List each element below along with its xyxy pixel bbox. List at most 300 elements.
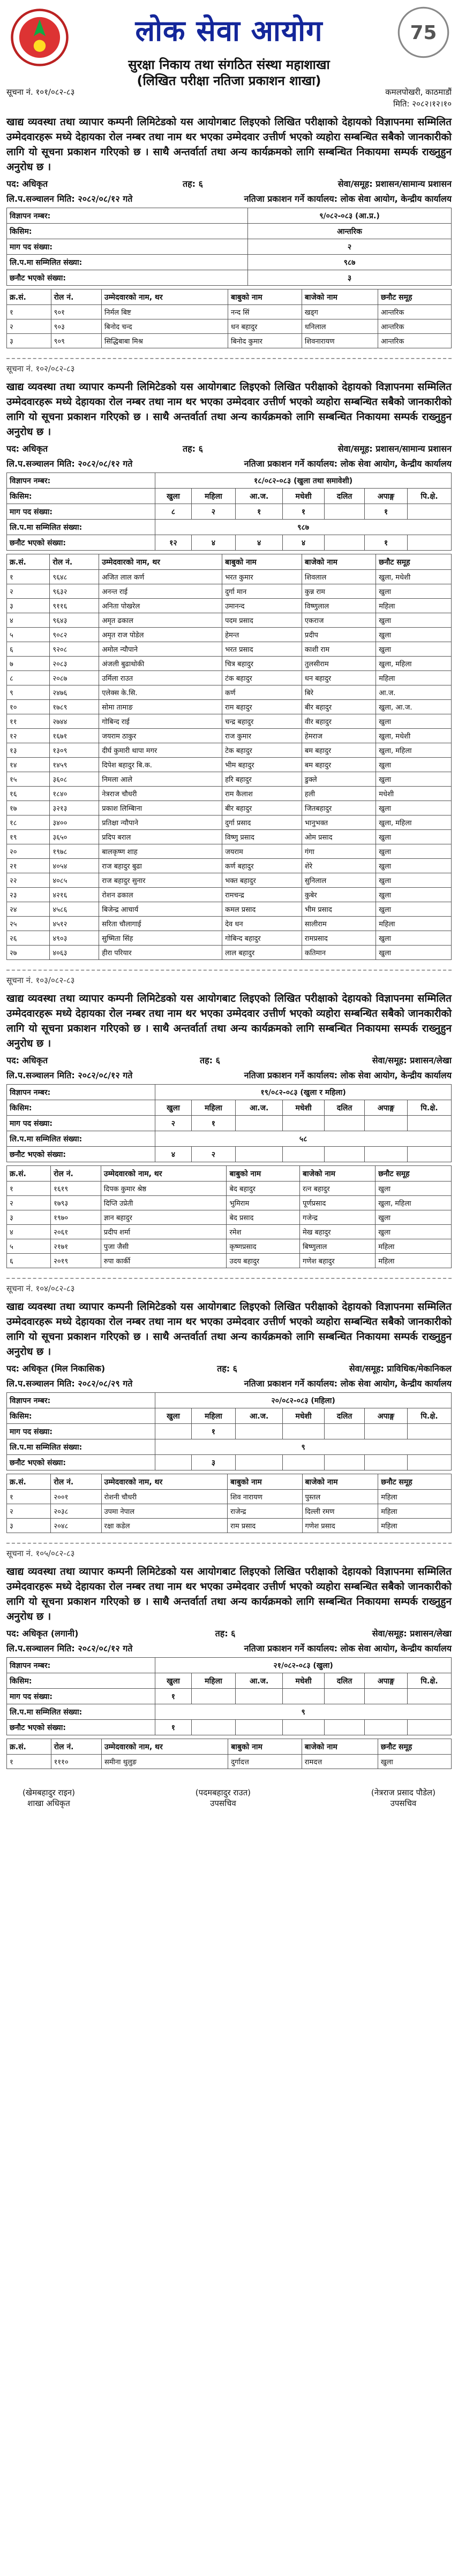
ad-value: २ [247,239,451,255]
location: कमलपोखरी, काठमाडौं [385,87,452,97]
ad-row [7,255,452,270]
cell: राजेन्द्र [228,1504,302,1519]
ad-cell: ९ [155,1439,452,1455]
cell: लाल बहादुर [222,946,302,960]
ad-cell [365,1689,408,1704]
cell: ४५१२ [50,917,99,931]
table-row [7,844,452,859]
ad-cell: १२ [155,535,191,551]
cell: बिनोद कुमार [228,334,302,348]
table-row [7,1239,452,1254]
cell: शेरे [302,859,376,873]
cell: १ [7,1490,51,1504]
cell: ३४०० [50,816,99,830]
cell: प्रकाश लिम्बिाना [99,801,222,816]
table-row [7,1755,452,1769]
cell: दीर्घ कुमारी थापा मगर [99,743,222,758]
exam-info [6,193,452,204]
cell: राम प्रसाद [228,1519,302,1533]
cell: विष्णु प्रसाद [222,830,302,844]
cell: ७ [7,657,50,671]
post-info [6,1627,452,1639]
ad-key: छनौट भएको संख्या: [7,1147,155,1162]
cell: महिला [378,1504,452,1519]
cell: रुपा कार्की [101,1254,227,1268]
ad-row [7,1658,452,1673]
ad-row [7,1393,452,1408]
ad-value: १९/०८२-०८३ (खुला र महिला) [155,1085,452,1100]
col-head: आ.ज. [236,489,283,504]
cell: कुन्न राम [302,584,376,599]
table-row [7,787,452,801]
cell: ९६३२ [50,584,99,599]
column-header: छनौट समूह [376,1166,452,1182]
cell: राज बहादुर सुनार [99,873,222,888]
table-row [7,816,452,830]
cell: जयराम [222,844,302,859]
ad-cell: १ [155,1689,191,1704]
ad-cell [236,1424,283,1439]
cell: उर्मिला राउत [99,671,222,685]
column-header: बाजेको नाम [302,289,378,305]
ad-row [7,504,452,520]
level-label: तह: ६ [215,1628,236,1638]
cell: विष्णुलाल [302,599,376,613]
cell: देव धन [222,917,302,931]
ad-key: छनौट भएको संख्या: [7,535,155,551]
col-head: अपाङ्ग [365,489,408,504]
cell: ४ [7,613,50,628]
cell: खुला [378,1755,451,1769]
table-row [7,946,452,960]
ad-cell: १ [365,535,408,551]
exam-info [6,1377,452,1389]
ad-key: लि.प.मा सम्मिलित संख्या: [7,255,248,270]
cell: बालकृष्ण शाह [99,844,222,859]
cell: धन बहादुर [228,319,302,334]
ad-cell: ८ [155,504,191,520]
result-office: नतिजा प्रकाशन गर्ने कार्यालय: लोक सेवा आयोग, केन्द्रीय कार्यालय [244,1378,452,1389]
cell: १८४० [50,787,99,801]
cell: बेद बहादुर [227,1182,300,1196]
cell: उदय बहादुर [227,1254,300,1268]
ad-cell [407,1720,451,1735]
page-title: लोक सेवा आयोग [135,14,323,48]
column-header: उम्मेदवारको नाम, थर [101,1474,228,1490]
cell: राज कुमार [222,729,302,743]
ad-cell: ९ [155,1704,452,1720]
col-head: दलित [325,1100,365,1116]
ad-cell [325,1689,365,1704]
post-label: पद: अधिकृत [6,1055,48,1065]
post-info [6,1054,452,1066]
cell: १९७० [51,1210,101,1225]
ad-cell [325,1116,365,1131]
table-row [7,772,452,787]
ad-row [7,1689,452,1704]
cell: १३ [7,743,50,758]
ad-cell [283,1720,325,1735]
cell: रमेश [227,1225,300,1239]
notice-number: सूचना नं. १०४/०८२-८३ [6,1284,75,1293]
cell: ९०८२ [50,628,99,642]
cell: अंजली बुढाथोकी [99,657,222,671]
table-row [7,613,452,628]
cell: ३६५० [50,830,99,844]
table-row [7,685,452,700]
column-header: बाबुको नाम [228,1739,302,1755]
cell: राम बहादुर [222,700,302,714]
col-head: पि.क्षे. [407,1408,451,1424]
notice-number: सूचना नं. १०१/०८२-८३ [6,87,75,97]
cell: तुलसीराम [302,657,376,671]
ad-cell [407,1116,451,1131]
table-row [7,305,452,319]
cell: खुला [376,830,452,844]
notice-date: मिति: २०८२।१२।१० [393,99,452,109]
cell: निमला आले [99,772,222,787]
cell: समीना थुलुङ [102,1755,228,1769]
ad-key: लि.प.मा सम्मिलित संख्या: [7,520,155,535]
col-head: महिला [191,1100,236,1116]
cell: ४०५४ [50,859,99,873]
table-row [7,319,452,334]
ad-cell: ४ [283,535,325,551]
column-header: छनौट समूह [378,289,451,305]
cell: शिवलाल [302,570,376,584]
ad-key: लि.प.मा सम्मिलित संख्या: [7,1439,155,1455]
cell: १ [7,1755,51,1769]
col-head: महिला [191,1408,236,1424]
post-label: पद: अधिकृत [6,179,48,189]
table-row [7,570,452,584]
service-label: सेवा/समूह: प्राविधिक/मेकानिकल [349,1363,452,1374]
table-row [7,801,452,816]
ad-cell [325,535,365,551]
cell: बिजेन्द्र आचार्य [99,902,222,917]
header [6,0,452,88]
cell: २००१ [51,1490,101,1504]
cell: प्रदीप [302,628,376,642]
cell: एलेक्स के.सि. [99,685,222,700]
column-header: छनौट समूह [376,554,452,570]
cell: दुर्गादत्त [228,1755,302,1769]
column-header: रोल नं. [50,554,99,570]
ad-row [7,1720,452,1735]
ad-key: लि.प.मा सम्मिलित संख्या: [7,1704,155,1720]
ad-row [7,1424,452,1439]
column-header: बाजेको नाम [302,1739,378,1755]
level-label: तह: ६ [182,179,203,189]
col-head: आ.ज. [236,1100,283,1116]
cell: खुला [376,613,452,628]
header-row [7,1474,452,1490]
cell: १४५९ [50,758,99,772]
separator [6,970,452,971]
post-info [6,1362,452,1374]
ad-cols-row [7,1673,452,1689]
ad-cell: १ [365,504,408,520]
ad-key: विज्ञापन नम्बर: [7,473,155,489]
cell: खुला, मधेशी [376,570,452,584]
cell: खुला [376,946,452,960]
ad-row [7,239,452,255]
col-head: आ.ज. [236,1408,283,1424]
result-office: नतिजा प्रकाशन गर्ने कार्यालय: लोक सेवा आयोग, केन्द्रीय कार्यालय [244,1643,452,1653]
ad-row [7,1704,452,1720]
cell: रामदत्त [302,1755,378,1769]
cell: खुला [376,888,452,902]
cell: दुर्गा मान [222,584,302,599]
cell: महिला [376,671,452,685]
cell: राज बहादुर बुढा [99,859,222,873]
ad-key: विज्ञापन नम्बर: [7,1658,155,1673]
result-office: नतिजा प्रकाशन गर्ने कार्यालय: लोक सेवा आयोग, केन्द्रीय कार्यालय [244,1070,452,1080]
service-label: सेवा/समूह: प्रशासन/सामान्य प्रशासन [337,179,452,189]
header-row [7,554,452,570]
cell: खुला [376,758,452,772]
col-head: महिला [191,1673,236,1689]
cell: दिल्ली रमण [302,1504,378,1519]
column-header: रोल नं. [51,1739,101,1755]
cell: २०१९ [51,1254,101,1268]
post-label: पद: अधिकृत (लगानी) [6,1628,79,1638]
cell: २०३८ [51,1504,101,1519]
table-row [7,1225,452,1239]
cell: बीर बहादुर [222,801,302,816]
ad-value: ९८७ [247,255,451,270]
ad-cell [283,1689,325,1704]
intro-paragraph: खाद्य व्यवस्था तथा व्यापार कम्पनी लिमिटेडको यस आयोगबाट लिइएको लिखित परीक्षाको देहायको विज्ञापनमा सम्मिलित उम्मेदवारहरू मध्ये देहायका रोल नम्बर तथा नाम थर भएका उम्मेदवार उत्तीर्ण भएको व्यहोरा सम्बन्धित सबैको जानकारीको लागि यो सूचना प्रकाशन गरिएको छ । साथै अन्तर्वार्ता तथा अन्य कार्यक्रमको लागि सम्बन्धित निकायमा सम्पर्क राख्नुहुन अनुरोध छ । [6,1301,452,1358]
ad-cell [236,1147,283,1162]
cell: १७८९ [50,700,99,714]
cell: टेक बहादुर [222,743,302,758]
cell: रामचन्द्र [222,888,302,902]
ad-cell [365,1720,408,1735]
cell: ५ [7,1239,51,1254]
col-head: पि.क्षे. [407,1100,451,1116]
ad-cell: १ [283,504,325,520]
ad-table [6,1657,452,1735]
cell: पूर्णप्रसाद [299,1196,375,1210]
cell: खुला [376,772,452,787]
cell: १८ [7,816,50,830]
candidates-table [6,1474,452,1533]
ad-cell: ४ [191,535,236,551]
notice-page [6,0,452,1809]
col-head: पि.क्षे. [407,1673,451,1689]
service-label: सेवा/समूह: प्रशासन/लेखा [372,1628,452,1638]
cell: धन बहादुर [302,671,376,685]
cell: प्रदीप शर्मा [101,1225,227,1239]
cell: ३ [7,1519,51,1533]
cell: ९११६ [50,599,99,613]
col-head: मधेशी [283,1408,325,1424]
cell: खुला, महिला [376,816,452,830]
cell: ३ [7,1210,51,1225]
column-header: बाजेको नाम [302,1474,378,1490]
col-head: आ.ज. [236,1673,283,1689]
ad-cell [365,1147,408,1162]
candidates-table [6,554,452,960]
cell: महिला [376,917,452,931]
signature-middle: (पदमबहादुर राउत) उपसचिव [195,1788,251,1808]
col-head: दलित [325,489,365,504]
cell: बिष्णुलाल [299,1239,375,1254]
ad-cell [283,1424,325,1439]
cell: रोशनी चौधरी [101,1490,228,1504]
table-row [7,743,452,758]
cell: २४७६ [50,685,99,700]
intro-paragraph: खाद्य व्यवस्था तथा व्यापार कम्पनी लिमिटेडको यस आयोगबाट लिइएको लिखित परीक्षाको देहायको विज्ञापनमा सम्मिलित उम्मेदवारहरू मध्ये देहायका रोल नम्बर तथा नाम थर भएका उम्मेदवार उत्तीर्ण भएको व्यहोरा सम्बन्धित सबैको जानकारीको लागि यो सूचना प्रकाशन गरिएको छ । साथै अन्तर्वार्ता तथा अन्य कार्यक्रमको लागि सम्बन्धित निकायमा सम्पर्क राख्नुहुन अनुरोध छ । [6,381,452,438]
cell: अजित लाल कर्ण [99,570,222,584]
col-head: मधेशी [283,1100,325,1116]
cell: १ [7,305,51,319]
exam-date: लि.प.सञ्चालन मिति: २०८२/०८/१२ गते [6,1070,133,1080]
column-header: रोल नं. [51,1474,101,1490]
ad-cell [283,1116,325,1131]
cell: काशी राम [302,642,376,657]
ad-cell: १ [236,504,283,520]
ad-key: किसिम: [7,1673,155,1689]
cell: ४०६३ [50,946,99,960]
level-label: तह: ६ [217,1363,237,1374]
result-section [6,1543,452,1769]
cell: पदम प्रसाद [222,613,302,628]
cell: २७ [7,946,50,960]
col-head: महिला [191,489,236,504]
ad-cell [236,1720,283,1735]
table-row [7,642,452,657]
notice-number: सूचना नं. १०२/०८२-८३ [6,364,75,374]
cell: ८ [7,671,50,685]
ad-key: लि.प.मा सम्मिलित संख्या: [7,1131,155,1147]
subtitle-section: (लिखित परीक्षा नतिजा प्रकाशन शाखा) [137,73,321,88]
table-row [7,917,452,931]
column-header: उम्मेदवारको नाम, थर [101,1166,227,1182]
result-section [6,970,452,1268]
cell: सरिता चौलागाई [99,917,222,931]
cell: महिला [378,1490,452,1504]
cell: भरत प्रसाद [222,642,302,657]
cell: उमानन्द [222,599,302,613]
cell: गणेश बहादुर [299,1254,375,1268]
table-row [7,628,452,642]
cell: १२ [7,729,50,743]
ad-cell [407,1689,451,1704]
ad-key: किसिम: [7,489,155,504]
table-row [7,902,452,917]
cell: १६१९ [51,1182,101,1196]
header-row [7,1739,452,1755]
signature-right: (नेत्रराज प्रसाद पौडेल) उपसचिव [371,1788,436,1808]
cell: सोमा तामाङ [99,700,222,714]
cell: रामप्रसाद [302,931,376,946]
level-label: तह: ६ [199,1055,220,1065]
col-head: अपाङ्ग [365,1673,408,1689]
ad-cell [236,1689,283,1704]
cell: २ [7,584,50,599]
result-section [6,358,452,960]
ad-value: २०/०८२-०८३ (महिला) [155,1393,452,1408]
cell: २१ [7,859,50,873]
ad-row [7,520,452,535]
column-header: उम्मेदवारको नाम, थर [99,554,222,570]
cell: कर्ण बहादुर [222,859,302,873]
table-row [7,584,452,599]
cell: महिला [376,1239,452,1254]
table-row [7,1254,452,1268]
table-row [7,714,452,729]
column-header: छनौट समूह [378,1739,451,1755]
ad-key: छनौट भएको संख्या: [7,270,248,286]
cell: १६ [7,787,50,801]
ad-cell [365,1455,408,1470]
intro-paragraph: खाद्य व्यवस्था तथा व्यापार कम्पनी लिमिटेडको यस आयोगबाट लिइएको लिखित परीक्षाको देहायको विज्ञापनमा सम्मिलित उम्मेदवारहरू मध्ये देहायका रोल नम्बर तथा नाम थर भएका उम्मेदवार उत्तीर्ण भएको व्यहोरा सम्बन्धित सबैको जानकारीको लागि यो सूचना प्रकाशन गरिएको छ । साथै अन्तर्वार्ता तथा अन्य कार्यक्रमको लागि सम्बन्धित निकायमा सम्पर्क राख्नुहुन अनुरोध छ । [6,993,452,1049]
cell: महिला [376,1254,452,1268]
column-header: रोल नं. [51,1166,101,1182]
level-label: तह: ६ [182,444,203,454]
cell: ३२१३ [50,801,99,816]
exam-info [6,1069,452,1081]
ad-cell [407,535,451,551]
cell: नन्द सिं [228,305,302,319]
cell: २०४८ [51,1519,101,1533]
ad-cell [236,1455,283,1470]
ad-cell [407,504,451,520]
ad-cell: १ [191,1424,236,1439]
cell: ४०८५ [50,873,99,888]
table-row [7,729,452,743]
cell: आ.ज. [376,685,452,700]
ad-value: २१/०८२-०८३ (खुला) [155,1658,452,1673]
ad-cell [155,1424,191,1439]
exam-date: लि.प.सञ्चालन मिति: २०८२/०८/१२ गते [6,459,133,469]
cell: नेत्रराज चौधरी [99,787,222,801]
subtitle-department: सुरक्षा निकाय तथा संगठित संस्था महाशाखा [128,57,330,72]
ad-cell [191,1720,236,1735]
cell: गणेश प्रसाद [302,1519,378,1533]
cell: सालीराम [302,917,376,931]
cell: चित्र बहादुर [222,657,302,671]
notice-number: सूचना नं. १०५/०८२-८३ [6,1549,75,1558]
cell: २१७१ [51,1239,101,1254]
cell: ३ [7,599,50,613]
ad-value: ३ [247,270,451,286]
service-label: सेवा/समूह: प्रशासन/सामान्य प्रशासन [337,444,452,454]
cell: खुला [376,859,452,873]
column-header: बाबुको नाम [227,1166,300,1182]
ad-key: माग पद संख्या: [7,1116,155,1131]
table-row [7,1196,452,1210]
cell: बम बहादुर [302,743,376,758]
signature-left: (खेमबहादुर राइन) शाखा अधिकृत [22,1788,75,1808]
cell: ३६०८ [50,772,99,787]
table-row [7,657,452,671]
ad-cell [191,1689,236,1704]
cell: खुला [376,1210,452,1225]
cell: ४ [7,1225,51,1239]
table-row [7,859,452,873]
ad-row [7,1085,452,1100]
cell: शिवनारायण [302,334,378,348]
ad-key: छनौट भएको संख्या: [7,1455,155,1470]
cell: सिद्धिबाबा मिश्र [101,334,228,348]
cell: १० [7,700,50,714]
ad-cell [325,1424,365,1439]
cell: खुला [376,931,452,946]
col-head: दलित [325,1408,365,1424]
